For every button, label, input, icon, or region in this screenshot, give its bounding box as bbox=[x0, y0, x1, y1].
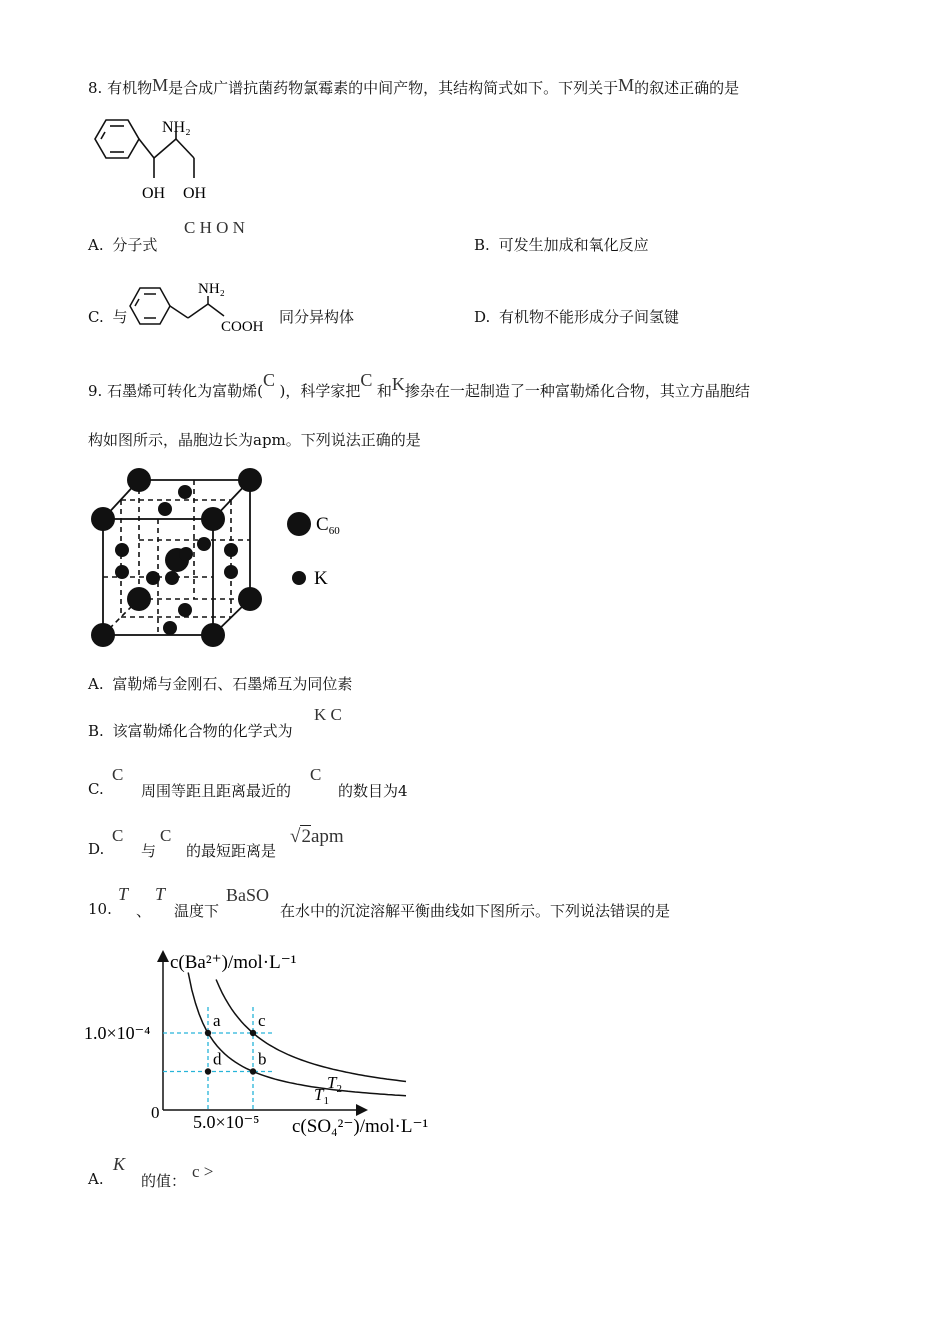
q8-option-d-label: D. bbox=[474, 308, 491, 326]
q8-option-b-label: B. bbox=[474, 236, 490, 254]
q8-option-d bbox=[474, 306, 679, 327]
q8-option-d-text: 有机物不能形成分子间氢键 bbox=[499, 308, 680, 326]
q8-option-c-nh2: NH₂ bbox=[198, 281, 225, 297]
q9-option-b bbox=[88, 720, 293, 741]
q9-option-d-distance: √2apm bbox=[290, 826, 344, 847]
q9-option-d bbox=[88, 840, 104, 858]
q9-option-d-unit: apm bbox=[310, 826, 344, 847]
q9-option-d-sym1: C bbox=[112, 826, 124, 845]
q9-symbol-c1: C bbox=[262, 370, 275, 390]
q10-point-c bbox=[250, 1030, 256, 1036]
q8-option-c-structure bbox=[126, 276, 281, 340]
q9-legend-k: K bbox=[314, 568, 328, 589]
q8-stem-text-a: 有机物 bbox=[107, 79, 153, 97]
q10-option-a-label: A. bbox=[88, 1170, 104, 1188]
q10-curve-t2 bbox=[216, 980, 406, 1082]
q10-y-tick-label: 1.0×10⁻⁴ bbox=[84, 1023, 151, 1043]
q8-symbol-m2: M bbox=[618, 75, 635, 95]
q8-stem-text-c: 的叙述正确的是 bbox=[634, 79, 740, 97]
q9-crystal-cell-diagram bbox=[84, 462, 374, 662]
q9-option-d-sqrt: 2 bbox=[301, 826, 311, 847]
q9-stem-text-d: 掺杂在一起制造了一种富勒烯化合物，其立方晶胞结 bbox=[404, 382, 750, 400]
q9-symbol-k: K bbox=[391, 374, 405, 394]
q10-t2: T bbox=[155, 884, 166, 904]
q10-point-label-b: b bbox=[258, 1049, 267, 1069]
q8-struct-oh1: OH bbox=[142, 185, 166, 202]
q9-number: 9. bbox=[88, 382, 103, 400]
q10-sep: 、 bbox=[136, 902, 152, 920]
q8-stem-text-b: 是合成广谱抗菌药物氯霉素的中间产物，其结构简式如下。下列关于 bbox=[168, 79, 619, 97]
q10-point-label-a: a bbox=[213, 1011, 221, 1030]
q8-option-c-cooh: COOH bbox=[221, 319, 264, 335]
q10-t1: T bbox=[118, 884, 129, 904]
q8-option-b bbox=[474, 234, 649, 255]
q9-legend-k-marker bbox=[292, 571, 306, 585]
q9-option-a-text: 富勒烯与金刚石、石墨烯互为同位素 bbox=[112, 675, 353, 693]
q9-option-b-text: 该富勒烯化合物的化学式为 bbox=[112, 722, 293, 740]
q8-option-a-formula: C H O N bbox=[184, 218, 245, 237]
q8-option-c-pre: 与 bbox=[112, 308, 128, 326]
q8-struct-oh2: OH bbox=[183, 185, 207, 202]
q9-option-c-label: C. bbox=[88, 780, 104, 798]
q10-option-a-text: 的值： bbox=[141, 1172, 187, 1190]
q10-option-a bbox=[88, 1170, 104, 1188]
q9-option-c-mid: 周围等距且距离最近的 bbox=[141, 782, 292, 800]
q10-point-a bbox=[205, 1030, 211, 1036]
q10-x-axis-label: c(SO₄²⁻)/mol·L⁻¹ bbox=[292, 1116, 429, 1137]
q9-option-c bbox=[88, 780, 104, 798]
q8-option-c-label: C. bbox=[88, 308, 104, 326]
q9-stem-line2: 构如图所示，晶胞边长为apm。下列说法正确的是 bbox=[88, 431, 421, 449]
q10-point-d bbox=[205, 1068, 211, 1074]
q10-point-label-c: c bbox=[258, 1011, 266, 1030]
q10-series-t2-label: $T_2$ bbox=[327, 1073, 342, 1095]
q10-point-label-d: d bbox=[213, 1049, 222, 1069]
q8-option-b-text: 可发生加成和氧化反应 bbox=[498, 236, 649, 254]
q9-stem bbox=[88, 370, 750, 401]
q8-number: 8. bbox=[88, 79, 103, 97]
q9-option-d-mid: 与 bbox=[141, 842, 157, 860]
q9-option-d-sym2: C bbox=[160, 826, 172, 845]
q8-option-a-label: A. bbox=[88, 236, 104, 254]
q9-option-c-sym1: C bbox=[112, 765, 124, 784]
q9-option-a-label: A. bbox=[88, 675, 104, 693]
q8-symbol-m1: M bbox=[152, 75, 169, 95]
q10-number: 10. bbox=[88, 900, 112, 918]
q10-y-axis-label: c(Ba²⁺)/mol·L⁻¹ bbox=[170, 952, 297, 973]
q10-origin-label: 0 bbox=[151, 1103, 160, 1122]
q10-option-a-expr: c > bbox=[192, 1162, 214, 1181]
q8-option-c-post: 同分异构体 bbox=[279, 308, 355, 326]
q9-option-b-formula: K C bbox=[314, 705, 342, 724]
q9-legend-c60: $C_{60}$ bbox=[316, 514, 340, 537]
q9-option-c-post: 的数目为4 bbox=[338, 782, 408, 800]
q10-x-tick-label: 5.0×10⁻⁵ bbox=[193, 1112, 260, 1132]
q9-option-c-sym2: C bbox=[310, 765, 322, 784]
q8-structure-diagram bbox=[84, 112, 224, 204]
q10-series-t1-label: $T_1$ bbox=[314, 1085, 329, 1107]
q9-option-a bbox=[88, 673, 352, 694]
q10-baso: BaSO bbox=[226, 885, 270, 905]
q9-option-b-label: B. bbox=[88, 722, 104, 740]
q9-symbol-c2: C bbox=[360, 370, 373, 390]
q9-legend-c60-marker bbox=[287, 512, 311, 536]
q8-option-c-label-wrap bbox=[88, 306, 128, 327]
q9-stem-text-b: )，科学家把 bbox=[279, 382, 361, 400]
q8-struct-nh2: NH₂ bbox=[162, 119, 191, 136]
q9-stem-text-c: 和 bbox=[376, 382, 392, 400]
q9-option-d-post: 的最短距离是 bbox=[186, 842, 277, 860]
q9-stem-text-a: 石墨烯可转化为富勒烯( bbox=[107, 382, 263, 400]
q10-stem-b: 在水中的沉淀溶解平衡曲线如下图所示。下列说法错误的是 bbox=[280, 902, 671, 920]
q10-solubility-chart bbox=[80, 942, 450, 1142]
q10-option-a-k: K bbox=[113, 1154, 126, 1174]
q8-option-a bbox=[88, 234, 157, 255]
q8-option-a-text: 分子式 bbox=[112, 236, 158, 254]
q10-stem-a: 温度下 bbox=[174, 902, 220, 920]
q8-stem bbox=[88, 77, 739, 98]
q9-option-d-label: D. bbox=[88, 840, 105, 858]
q10-point-b bbox=[250, 1068, 256, 1074]
